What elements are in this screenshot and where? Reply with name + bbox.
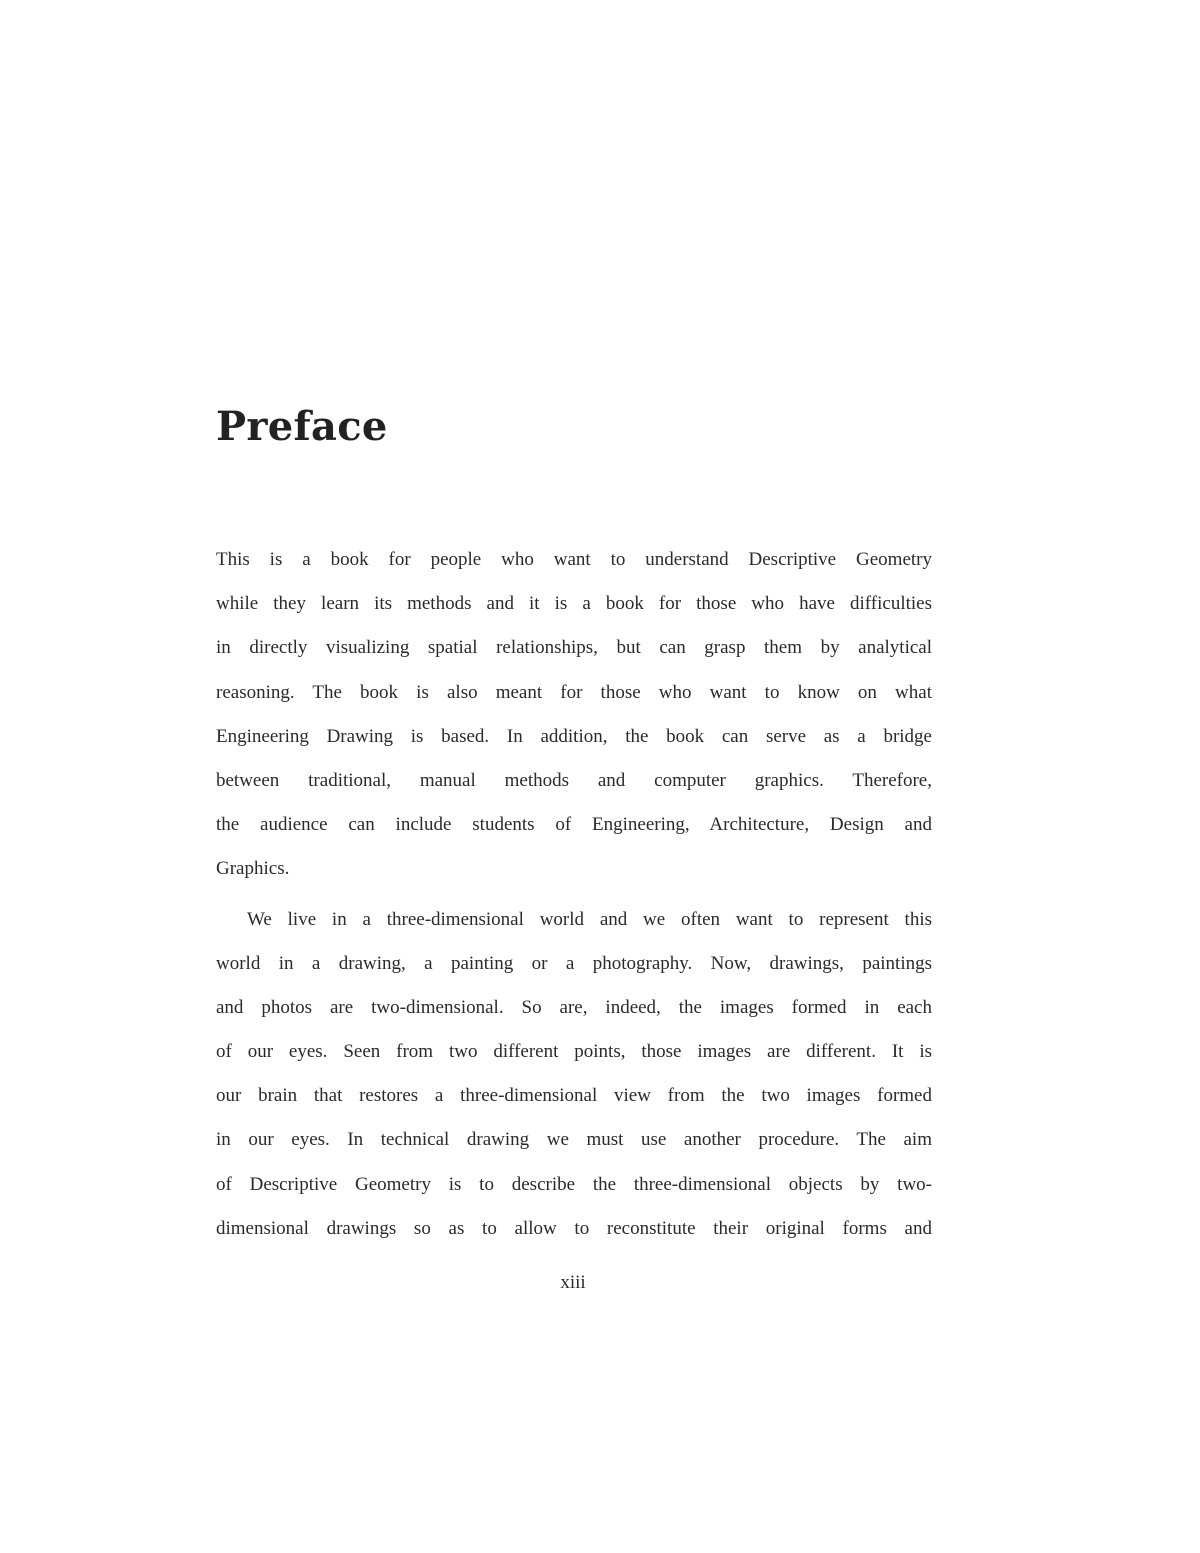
- paragraph-line: our brain that restores a three-dimensional view from the two images formed: [216, 1085, 932, 1107]
- paragraph-line: We live in a three-dimensional world and we often want to represent this: [247, 908, 932, 930]
- paragraph-line: Graphics.: [216, 858, 290, 880]
- paragraph-1: [216, 538, 932, 892]
- paragraph-line: of Descriptive Geometry is to describe the three-dimensional objects by two-: [216, 1173, 932, 1195]
- page-number: xiii: [560, 1272, 586, 1293]
- paragraph-line: while they learn its methods and it is a book for those who have difficulties: [216, 593, 932, 615]
- paragraph-line: This is a book for people who want to understand Descriptive Geometry: [216, 549, 932, 570]
- paragraph-line: dimensional drawings so as to allow to reconstitute their original forms and: [216, 1217, 932, 1239]
- paragraph-line: between traditional, manual methods and computer graphics. Therefore,: [216, 769, 932, 791]
- paragraph-line: Engineering Drawing is based. In addition, the book can serve as a bridge: [216, 725, 932, 747]
- paragraph-line: of our eyes. Seen from two different points, those images are different. It is: [216, 1041, 932, 1063]
- paragraph-line: the audience can include students of Engineering, Architecture, Design and: [216, 814, 932, 836]
- chapter-title: Preface: [216, 403, 388, 450]
- paragraph-line: and photos are two-dimensional. So are, indeed, the images formed in each: [216, 996, 932, 1018]
- paragraph-2: [216, 898, 932, 1252]
- paragraph-line: in our eyes. In technical drawing we must use another procedure. The aim: [216, 1129, 932, 1151]
- paragraph-line: in directly visualizing spatial relationships, but can grasp them by analytical: [216, 637, 932, 659]
- paragraph-line: reasoning. The book is also meant for those who want to know on what: [216, 681, 932, 703]
- paragraph-line: world in a drawing, a painting or a photography. Now, drawings, paintings: [216, 952, 932, 974]
- body-text: [216, 538, 932, 1251]
